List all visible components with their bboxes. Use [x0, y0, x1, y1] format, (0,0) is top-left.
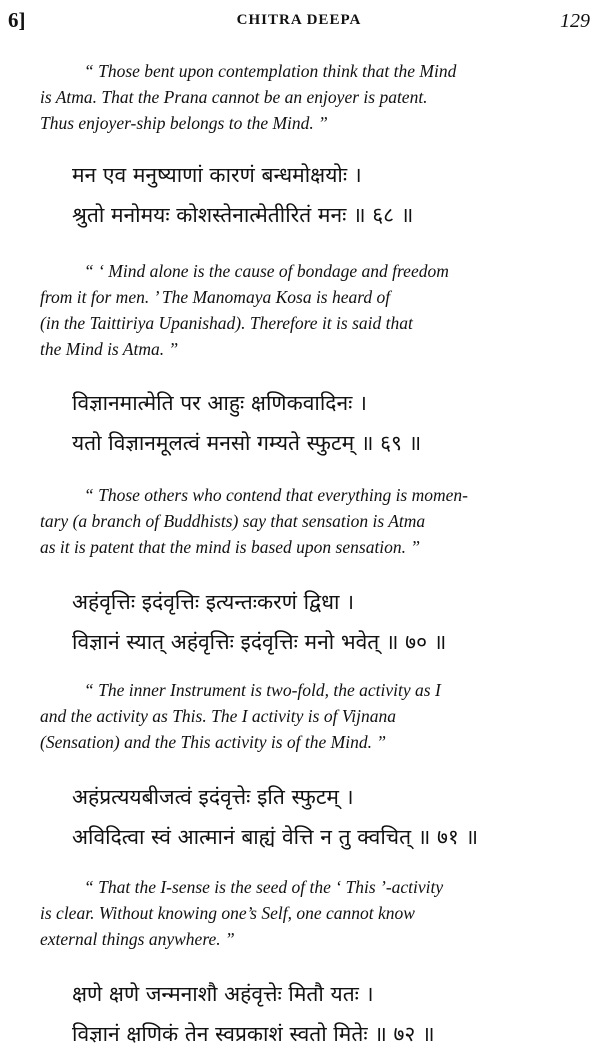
translation-line: and the activity as This. The I activity is of Vijnana	[40, 706, 396, 726]
translation-line: is Atma. That the Prana cannot be an enjoyer is patent.	[40, 87, 428, 107]
page-number: 129	[560, 10, 590, 32]
translation-line: “ Those bent upon contemplation think that the Mind	[84, 61, 457, 81]
sanskrit-verse	[72, 777, 572, 857]
translation-paragraph	[40, 258, 564, 362]
translation-paragraph	[40, 482, 564, 560]
verse-line: विज्ञानं क्षणिकं तेन स्वप्रकाशं स्वतो मितेः ॥ ७२ ॥	[72, 1022, 435, 1046]
translation-line: (in the Taittiriya Upanishad). Therefore it is said that	[40, 313, 413, 333]
verse-line: अहंप्रत्ययबीजत्वं इदंवृत्तेः इति स्फुटम् ।	[72, 785, 354, 809]
translation-line: as it is patent that the mind is based upon sensation. ”	[40, 537, 421, 557]
translation-line: “ That the I-sense is the seed of the ‘ This ’-activity	[84, 877, 444, 897]
translation-line: tary (a branch of Buddhists) say that sensation is Atma	[40, 511, 426, 531]
running-title: CHITRA DEEPA	[236, 12, 362, 28]
translation-line: from it for men. ’ The Manomaya Kosa is heard of	[40, 287, 391, 307]
translation-line: (Sensation) and the This activity is of the Mind. ”	[40, 732, 387, 752]
translation-line: Thus enjoyer-ship belongs to the Mind. ”	[40, 113, 328, 133]
verse-line: विज्ञानं स्यात् अहंवृत्तिः इदंवृत्तिः मनो भवेत् ॥ ७० ॥	[72, 630, 447, 654]
verse-line: मन एव मनुष्याणां कारणं बन्धमोक्षयोः ।	[72, 163, 362, 187]
translation-line: “ Those others who contend that everything is momen-	[84, 485, 468, 505]
translation-line: external things anywhere. ”	[40, 929, 235, 949]
verse-line: श्रुतो मनोमयः कोशस्तेनात्मेतीरितं मनः ॥ ६८ ॥	[72, 203, 414, 227]
verse-line: विज्ञानमात्मेति पर आहुः क्षणिकवादिनः ।	[72, 391, 367, 415]
translation-line: “ The inner Instrument is two-fold, the activity as I	[84, 680, 441, 700]
sanskrit-verse	[72, 582, 572, 662]
verse-line: अविदित्वा स्वं आत्मानं बाह्यं वेत्ति न तु क्वचित् ॥ ७१ ॥	[72, 825, 479, 849]
translation-line: “ ‘ Mind alone is the cause of bondage and freedom	[84, 261, 449, 281]
translation-paragraph	[40, 874, 564, 952]
chapter-mark: 6]	[8, 8, 26, 32]
translation-paragraph	[40, 58, 564, 136]
translation-paragraph	[40, 677, 564, 755]
translation-line: the Mind is Atma. ”	[40, 339, 179, 359]
page-header	[8, 8, 590, 38]
verse-line: यतो विज्ञानमूलत्वं मनसो गम्यते स्फुटम् ॥ ६९ ॥	[72, 431, 422, 455]
sanskrit-verse	[72, 974, 572, 1054]
verse-line: क्षणे क्षणे जन्मनाशौ अहंवृत्तेः मितौ यतः ।	[72, 982, 374, 1006]
sanskrit-verse	[72, 383, 572, 463]
verse-line: अहंवृत्तिः इदंवृत्तिः इत्यन्तःकरणं द्विधा ।	[72, 590, 355, 614]
sanskrit-verse	[72, 155, 572, 235]
translation-line: is clear. Without knowing one’s Self, one cannot know	[40, 903, 415, 923]
